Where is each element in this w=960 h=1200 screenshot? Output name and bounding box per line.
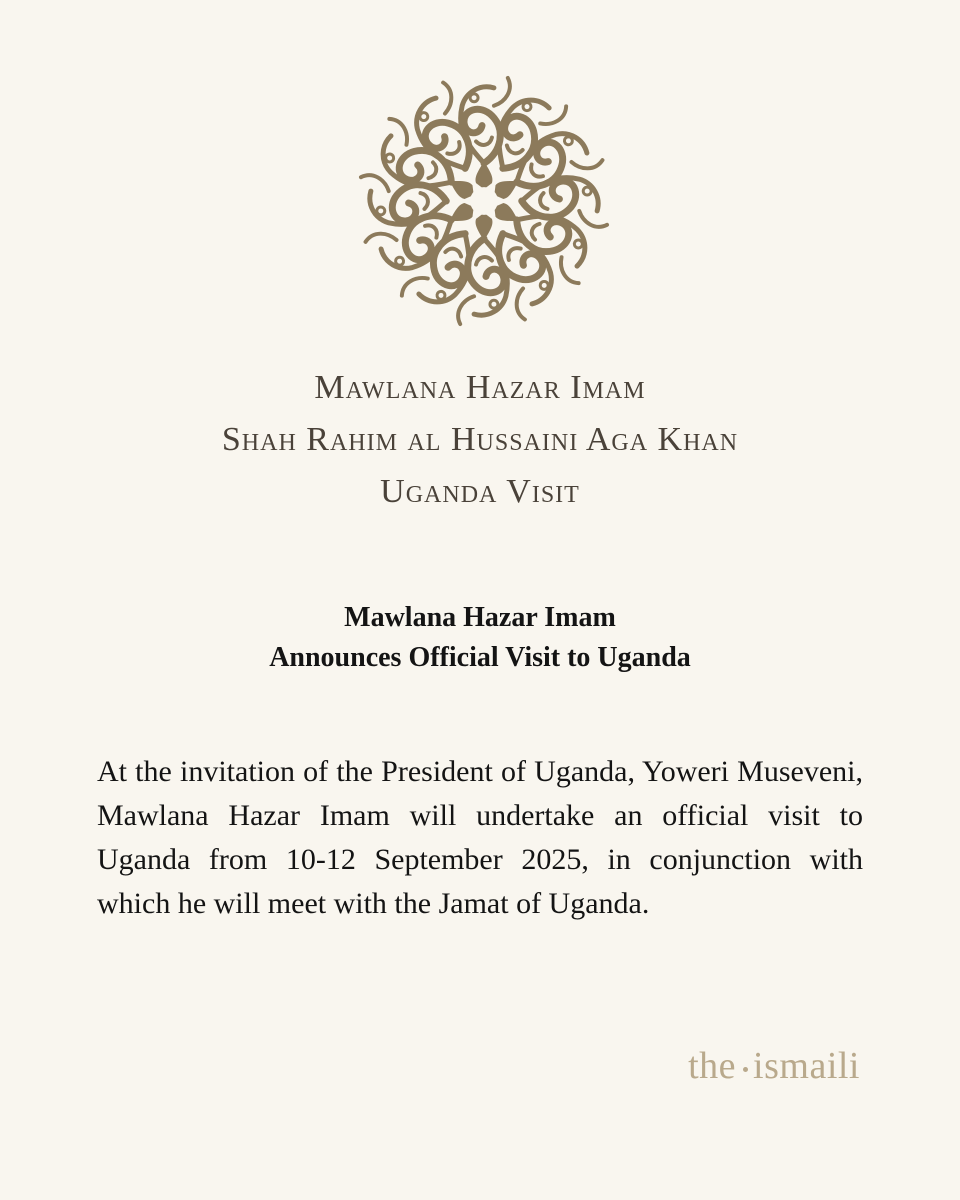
brand-word-ismaili: ismaili — [753, 1045, 860, 1087]
title-line-1: Mawlana Hazar Imam — [314, 369, 646, 406]
headline-line-1: Mawlana Hazar Imam — [344, 602, 616, 633]
announcement-headline — [0, 598, 960, 678]
title-line-2: Shah Rahim al Hussaini Aga Khan — [221, 421, 739, 458]
rosette-emblem-icon — [355, 72, 613, 330]
the-ismaili-logo — [688, 1044, 860, 1088]
visit-title-block — [0, 362, 960, 518]
brand-word-the: the — [688, 1045, 737, 1087]
brand-dot-icon — [743, 1067, 748, 1072]
title-line-3: Uganda Visit — [380, 473, 580, 510]
announcement-body: At the invitation of the President of Uganda, Yoweri Museveni, Mawlana Hazar Imam will undertake an official visit to Uganda from 10-12 September 2025, in conjunction with which he will meet with the Jamat of Uganda. — [97, 755, 863, 920]
headline-line-2: Announces Official Visit to Uganda — [269, 642, 691, 673]
